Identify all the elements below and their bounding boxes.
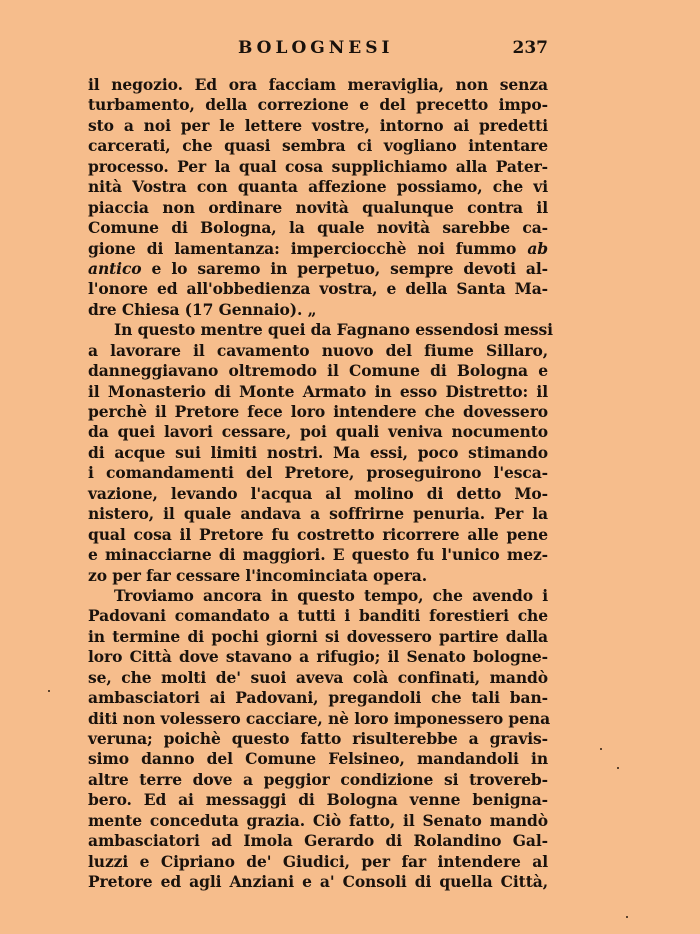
text-line: diti non volessero cacciare, nè loro imponessero pena	[88, 708, 551, 728]
text-line: sto a noi per le lettere vostre, intorno ai predetti	[88, 115, 548, 135]
text-line: gione di lamentanza: imperciocchè noi fummo ab	[88, 238, 548, 258]
text-line: Padovani comandato a tutti i banditi forestieri che	[88, 606, 548, 626]
text-line: i comandamenti del Pretore, proseguirono l'esca-	[88, 463, 548, 483]
page-number: 237	[512, 38, 548, 58]
text-line: Pretore ed agli Anziani e a' Consoli di quella Città,	[88, 872, 548, 892]
text-line: nistero, il quale andava a soffrirne penuria. Per la	[88, 504, 548, 524]
text-line: altre terre dove a peggior condizione si trovereb-	[88, 769, 548, 789]
text-line: ambasciatori ad Imola Gerardo di Rolandino Gal-	[88, 831, 548, 851]
text-line: di acque sui limiti nostri. Ma essi, poco stimando	[88, 442, 548, 462]
running-title: BOLOGNESI	[238, 38, 394, 58]
text-line: turbamento, della correzione e del precetto impo-	[88, 95, 548, 115]
text-line: ambasciatori ai Padovani, pregandoli che tali ban-	[88, 688, 548, 708]
text-line: luzzi e Cipriano de' Giudici, per far intendere al	[88, 851, 548, 871]
text-line: nità Vostra con quanta affezione possiamo, che vi	[88, 177, 548, 197]
text-line: zo per far cessare l'incominciata opera.	[88, 565, 428, 585]
text-line: processo. Per la qual cosa supplichiamo alla Pater-	[88, 156, 548, 176]
text-line: vazione, levando l'acqua al molino di detto Mo-	[88, 483, 548, 503]
text-line: l'onore ed all'obbedienza vostra, e della Santa Ma-	[88, 279, 548, 299]
scan-speck	[617, 767, 619, 769]
text-line: il Monasterio di Monte Armato in esso Distretto: il	[88, 381, 548, 401]
text-line: bero. Ed ai messaggi di Bologna venne benigna-	[88, 790, 548, 810]
text-line: piaccia non ordinare novità qualunque contra il	[88, 197, 548, 217]
text-line: antico e lo saremo in perpetuo, sempre devoti al-	[88, 258, 548, 278]
text-line: veruna; poichè questo fatto risulterebbe a gravis-	[88, 729, 548, 748]
scan-speck	[626, 916, 628, 918]
text-line: carcerati, che quasi sembra ci vogliano intentare	[88, 136, 548, 156]
text-line: Troviamo ancora in questo tempo, che avendo i	[114, 585, 548, 605]
text-line: perchè il Pretore fece loro intendere che dovessero	[88, 402, 548, 421]
text-line: mente conceduta grazia. Ciò fatto, il Senato mandò	[88, 810, 548, 830]
text-line: se, che molti de' suoi aveva colà confinati, mandò	[88, 667, 548, 687]
text-line: loro Città dove stavano a rifugio; il Senato bologne-	[88, 647, 548, 667]
page-header	[88, 38, 548, 64]
text-line: da quei lavori cessare, poi quali veniva nocumento	[88, 422, 548, 442]
text-line: in termine di pochi giorni si dovessero partire dalla	[88, 626, 548, 646]
text-line: a lavorare il cavamento nuovo del fiume Sillaro,	[88, 340, 548, 360]
text-line: e minacciarne di maggiori. E questo fu l'unico mez-	[88, 545, 548, 565]
text-line: Comune di Bologna, la quale novità sarebbe ca-	[88, 218, 548, 238]
text-line: danneggiavano oltremodo il Comune di Bologna e	[88, 361, 548, 381]
text-line: dre Chiesa (17 Gennaio). „	[88, 299, 317, 319]
text-line: simo danno del Comune Felsineo, mandandoli in	[88, 749, 548, 769]
text-line: il negozio. Ed ora facciam meraviglia, non senza	[88, 75, 548, 94]
scan-speck	[600, 748, 602, 750]
text-line: In questo mentre quei da Fagnano essendosi messi	[114, 320, 553, 340]
scan-speck	[48, 690, 50, 692]
text-line: qual cosa il Pretore fu costretto ricorrere alle pene	[88, 524, 548, 544]
body-text	[88, 75, 553, 893]
